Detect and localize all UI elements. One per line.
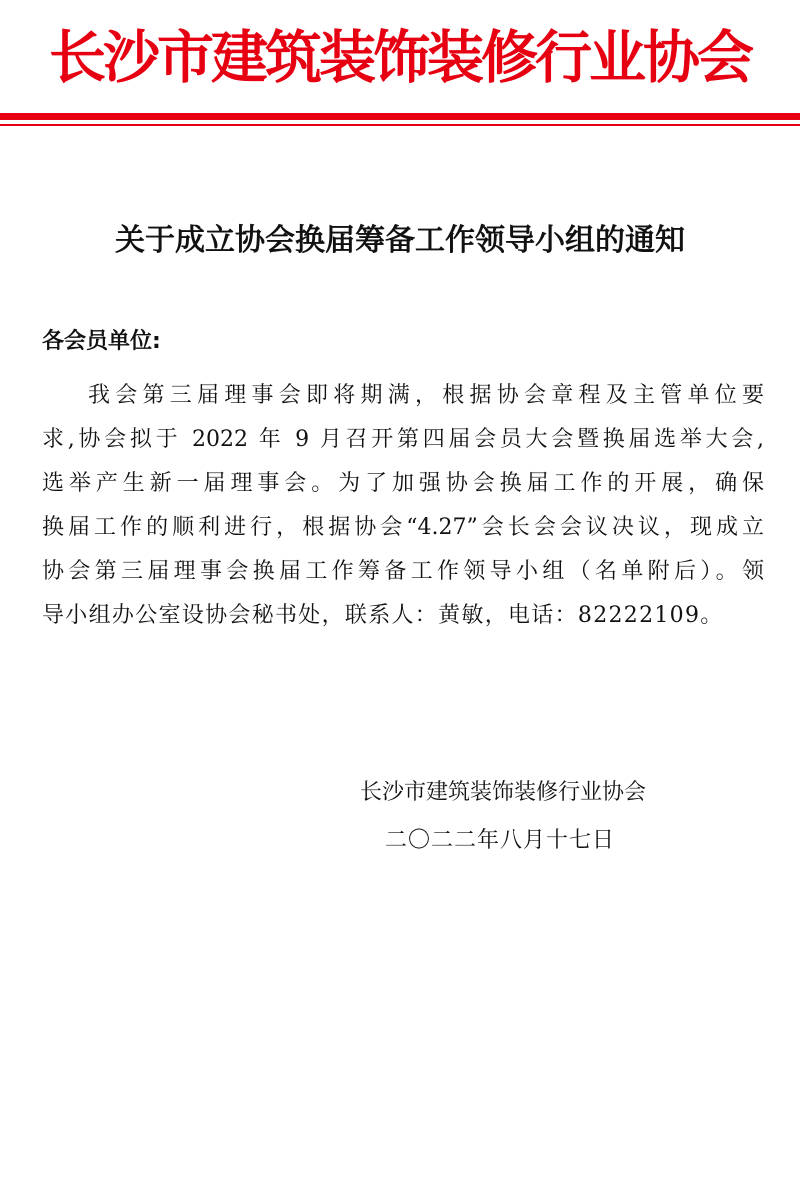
body-line: 求,协会拟于 2022 年 9 月召开第四届会员大会暨换届选举大会, (42, 427, 764, 452)
body-line: 协会第三届理事会换届工作筹备工作领导小组（名单附后）。领 (42, 559, 764, 584)
signature-organization: 长沙市建筑装饰装修行业协会 (360, 780, 647, 805)
document-title: 关于成立协会换届筹备工作领导小组的通知 (115, 223, 685, 258)
letterhead-rule-thin (0, 124, 800, 126)
body-line: 我会第三届理事会即将期满，根据协会章程及主管单位要 (88, 383, 764, 408)
letterhead-org-name: 长沙市建筑装饰装修行业协会 (49, 25, 751, 91)
body-paragraph (42, 374, 764, 638)
body-line: 选举产生新一届理事会。为了加强协会换届工作的开展，确保 (42, 471, 764, 496)
letterhead-rule-thick (0, 113, 800, 120)
salutation: 各会员单位: (42, 329, 161, 354)
body-line: 换届工作的顺利进行，根据协会“4.27”会长会会议决议，现成立 (42, 515, 764, 540)
body-line: 导小组办公室设协会秘书处，联系人：黄敏，电话：82222109。 (42, 603, 724, 628)
signature-date: 二〇二二年八月十七日 (385, 828, 616, 853)
